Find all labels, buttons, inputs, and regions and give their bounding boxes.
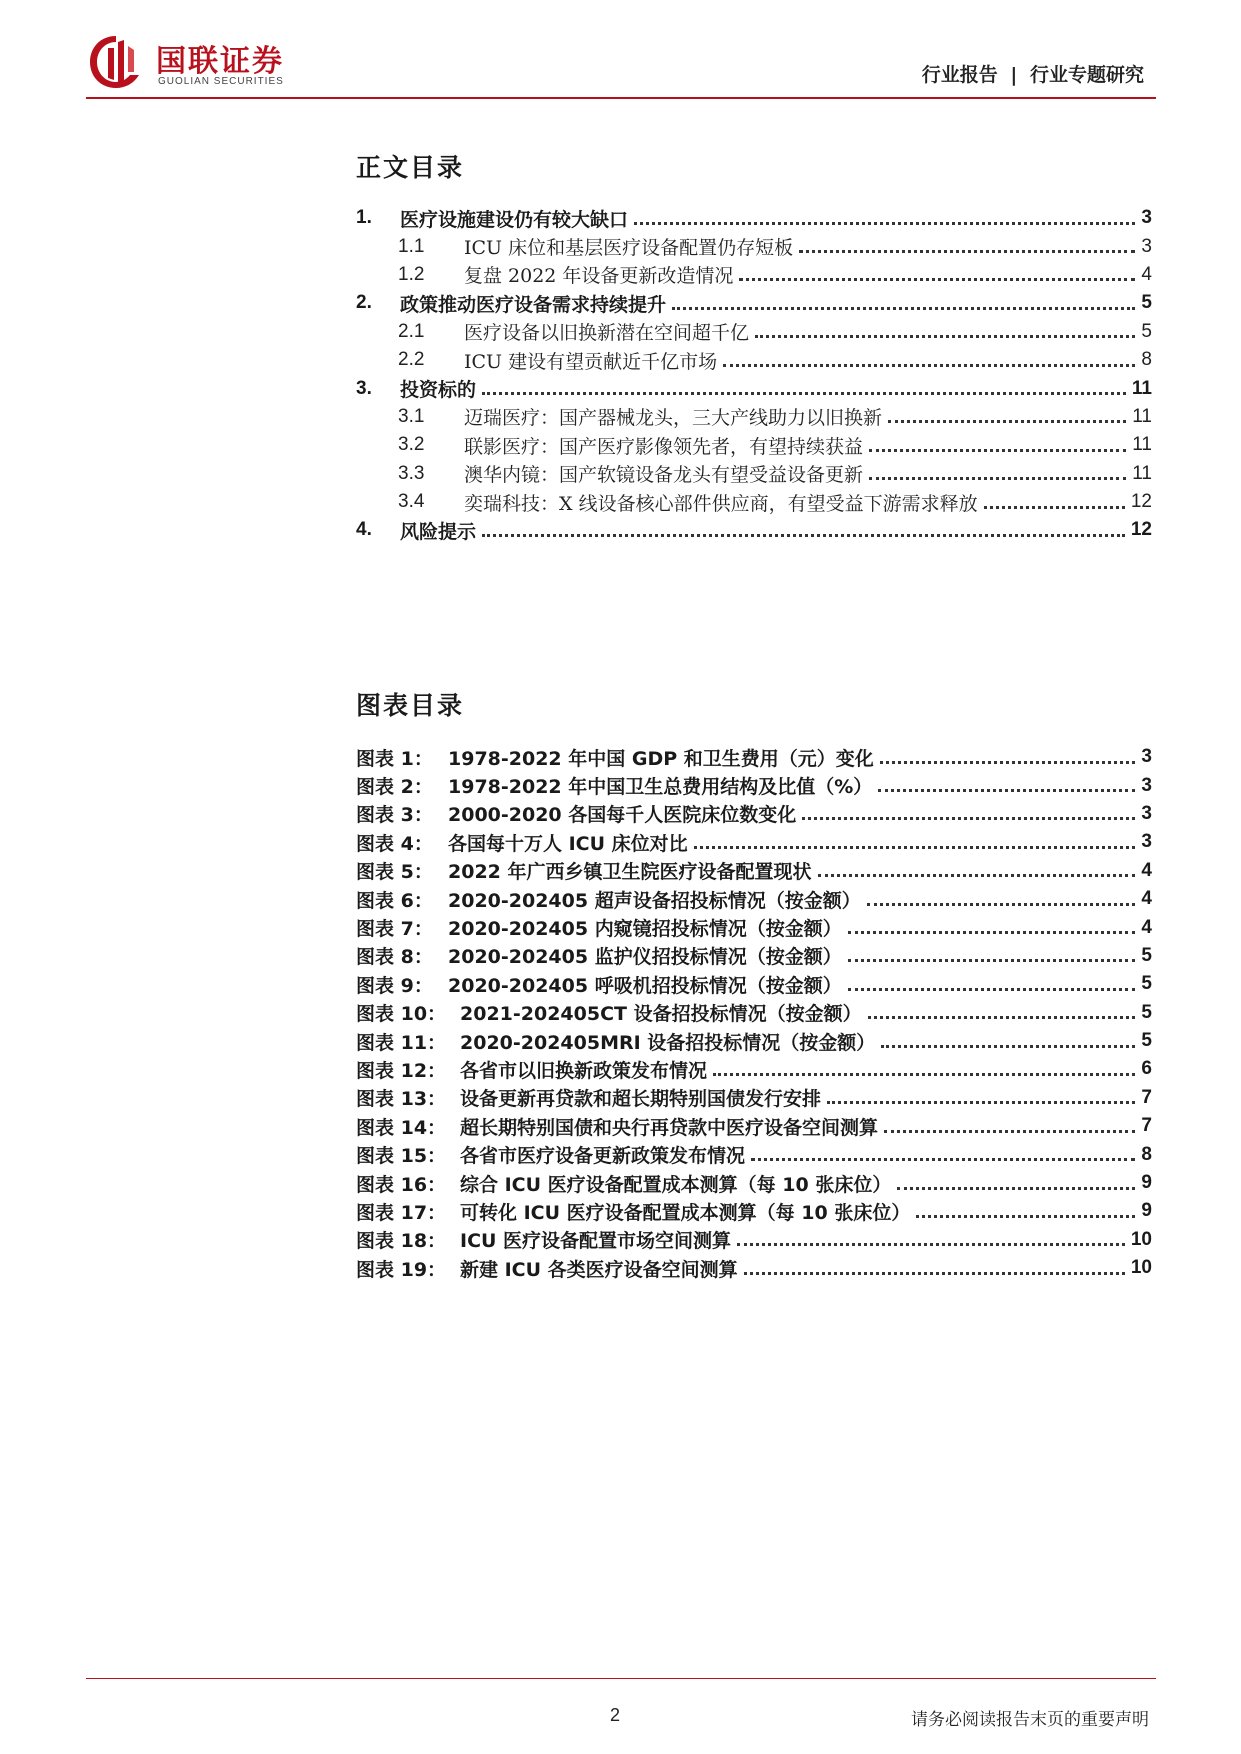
toc-entry-title: 联影医疗：国产医疗影像领先者，有望持续获益 (464, 435, 864, 458)
figure-entry-title: 2020-202405 监护仪招投标情况（按金额） (448, 946, 842, 969)
toc-entry-page: 12 (1130, 519, 1152, 541)
dot-leader (888, 420, 1126, 423)
logo-chinese-name: 国联证券 (156, 44, 284, 79)
dot-leader (755, 335, 1135, 338)
figure-entry-title: 综合 ICU 医疗设备配置成本测算（每 10 张床位） (460, 1173, 892, 1196)
toc-entry-number: 2. (356, 292, 372, 314)
figure-entry[interactable] (356, 1055, 1152, 1083)
toc-entry-title: 风险提示 (400, 520, 477, 543)
header-separator: | (1010, 64, 1018, 86)
toc-entry-page: 4 (1141, 263, 1152, 285)
dot-leader (751, 1158, 1135, 1161)
toc-list (356, 204, 1152, 545)
figure-entry-label: 图表 3： (356, 804, 433, 827)
toc-entry-page: 8 (1141, 349, 1152, 371)
dot-leader (723, 364, 1135, 367)
dot-leader (799, 250, 1135, 253)
toc-entry[interactable] (356, 346, 1152, 374)
figure-entry[interactable] (356, 743, 1152, 771)
toc-entry[interactable] (356, 204, 1152, 232)
figure-entry[interactable] (356, 970, 1152, 998)
dot-leader (694, 846, 1136, 849)
dot-leader (713, 1073, 1135, 1076)
figure-entry[interactable] (356, 857, 1152, 885)
toc-entry[interactable] (356, 488, 1152, 516)
figure-entry-title: 可转化 ICU 医疗设备配置成本测算（每 10 张床位） (460, 1201, 911, 1224)
figure-entry-page: 9 (1141, 1200, 1152, 1222)
toc-entry-title: 澳华内镜：国产软镜设备龙头有望受益设备更新 (464, 464, 864, 487)
figure-entry[interactable] (356, 942, 1152, 970)
figure-entry[interactable] (356, 1226, 1152, 1254)
toc-entry-page: 3 (1141, 207, 1152, 229)
dot-leader (672, 307, 1135, 310)
figure-entry-title: 各省市以旧换新政策发布情况 (460, 1059, 708, 1082)
toc-entry-title: 投资标的 (400, 379, 477, 402)
dot-leader (827, 1101, 1135, 1104)
report-type: 行业报告 (921, 64, 998, 86)
figure-entry[interactable] (356, 1112, 1152, 1140)
figure-entry-title: ICU 医疗设备配置市场空间测算 (460, 1230, 732, 1253)
figure-entry-label: 图表 7： (356, 918, 433, 941)
figure-entry-page: 5 (1141, 1030, 1152, 1052)
toc-entry-number: 4. (356, 519, 372, 541)
figure-entry-title: 各省市医疗设备更新政策发布情况 (460, 1145, 746, 1168)
dot-leader (880, 761, 1136, 764)
toc-entry-number: 3. (356, 377, 372, 399)
toc-entry-title: 政策推动医疗设备需求持续提升 (400, 293, 667, 316)
figure-entry[interactable] (356, 800, 1152, 828)
toc-entry-number: 3.1 (398, 405, 425, 427)
toc-entry[interactable] (356, 261, 1152, 289)
figure-entry-label: 图表 18： (356, 1230, 447, 1253)
figure-entry-title: 2020-202405 呼吸机招投标情况（按金额） (448, 974, 842, 997)
report-category (922, 60, 1144, 87)
figure-entry-title: 超长期特别国债和央行再贷款中医疗设备空间测算 (460, 1116, 879, 1139)
figure-entry[interactable] (356, 1169, 1152, 1197)
figure-entry[interactable] (356, 913, 1152, 941)
figure-entry-title: 2000-2020 各国每千人医院床位数变化 (448, 804, 797, 827)
figure-entry-label: 图表 12： (356, 1059, 447, 1082)
figure-entry-page: 4 (1141, 888, 1152, 910)
toc-entry-number: 1. (356, 207, 372, 229)
figure-entry-title: 2020-202405MRI 设备招投标情况（按金额） (460, 1031, 876, 1054)
toc-entry[interactable] (356, 516, 1152, 544)
toc-entry-title: 医疗设备以旧换新潜在空间超千亿 (464, 322, 750, 345)
figure-entry-page: 3 (1141, 774, 1152, 796)
figure-entry-label: 图表 11： (356, 1031, 447, 1054)
toc-entry-number: 3.3 (398, 462, 425, 484)
dot-leader (739, 278, 1135, 281)
dot-leader (869, 449, 1126, 452)
figure-entry-label: 图表 5： (356, 861, 433, 884)
figure-entry-title: 设备更新再贷款和超长期特别国债发行安排 (460, 1088, 822, 1111)
figure-entry-page: 4 (1141, 916, 1152, 938)
toc-entry-title: ICU 床位和基层医疗设备配置仍存短板 (464, 237, 794, 260)
figure-entry-page: 3 (1141, 746, 1152, 768)
figure-entry-label: 图表 2： (356, 776, 433, 799)
figure-entry[interactable] (356, 999, 1152, 1027)
toc-entry-title: ICU 建设有望贡献近千亿市场 (464, 350, 718, 373)
toc-entry[interactable] (356, 289, 1152, 317)
toc-entry-number: 3.2 (398, 434, 425, 456)
figure-entry-title: 2020-202405 内窥镜招投标情况（按金额） (448, 918, 842, 941)
figure-entry-label: 图表 6： (356, 889, 433, 912)
figure-entry[interactable] (356, 1140, 1152, 1168)
figure-entry-page: 5 (1141, 973, 1152, 995)
toc-entry[interactable] (356, 374, 1152, 402)
figure-entry-label: 图表 14： (356, 1116, 447, 1139)
report-subtype: 行业专题研究 (1029, 64, 1144, 86)
figure-entry-label: 图表 13： (356, 1088, 447, 1111)
figure-entry-page: 5 (1141, 1001, 1152, 1023)
figure-entry-label: 图表 4： (356, 832, 433, 855)
figures-list (356, 743, 1152, 1282)
figure-entry-title: 1978-2022 年中国卫生总费用结构及比值（%） (448, 776, 873, 799)
toc-entry-number: 1.2 (398, 263, 425, 285)
figure-entry-page: 6 (1141, 1058, 1152, 1080)
figure-entry-page: 3 (1141, 831, 1152, 853)
dot-leader (881, 1045, 1135, 1048)
figure-entry[interactable] (356, 885, 1152, 913)
toc-entry[interactable] (356, 403, 1152, 431)
dot-leader (482, 392, 1126, 395)
toc-entry-number: 2.1 (398, 320, 425, 342)
toc-entry[interactable] (356, 232, 1152, 260)
toc-entry-page: 3 (1141, 235, 1152, 257)
footer-divider (86, 1678, 1156, 1679)
toc-entry-number: 1.1 (398, 235, 425, 257)
figure-entry-page: 9 (1141, 1172, 1152, 1194)
company-logo (86, 32, 326, 92)
toc-title: 正文目录 (356, 153, 465, 182)
dot-leader (802, 817, 1135, 820)
dot-leader (867, 903, 1136, 906)
dot-leader (848, 931, 1136, 934)
dot-leader (868, 1016, 1136, 1019)
figure-entry-title: 2021-202405CT 设备招投标情况（按金额） (460, 1003, 862, 1026)
figure-entry[interactable] (356, 828, 1152, 856)
page-header (86, 26, 1156, 98)
toc-entry-title: 奕瑞科技：X 线设备核心部件供应商，有望受益下游需求释放 (464, 492, 978, 515)
toc-entry[interactable] (356, 318, 1152, 346)
figure-entry[interactable] (356, 1027, 1152, 1055)
toc-entry-page: 11 (1131, 377, 1152, 399)
toc-entry-page: 5 (1141, 320, 1152, 342)
toc-entry-page: 11 (1132, 405, 1152, 427)
figure-entry[interactable] (356, 1084, 1152, 1112)
dot-leader (818, 874, 1136, 877)
dot-leader (848, 988, 1136, 991)
figure-entry-label: 图表 9： (356, 974, 433, 997)
figure-entry-label: 图表 8： (356, 946, 433, 969)
toc-entry-page: 11 (1132, 462, 1152, 484)
figure-entry-page: 7 (1141, 1086, 1152, 1108)
dot-leader (869, 477, 1126, 480)
toc-entry-title: 迈瑞医疗：国产器械龙头，三大产线助力以旧换新 (464, 407, 883, 430)
figure-entry-page: 10 (1130, 1228, 1152, 1250)
figure-entry-page: 3 (1141, 802, 1152, 824)
dot-leader (634, 222, 1135, 225)
figure-entry-page: 5 (1141, 944, 1152, 966)
figure-entry-title: 2020-202405 超声设备招投标情况（按金额） (448, 889, 861, 912)
figure-entry-title: 各国每十万人 ICU 床位对比 (448, 832, 688, 855)
toc-entry-page: 5 (1141, 292, 1152, 314)
figure-entry-label: 图表 17： (356, 1201, 447, 1224)
footer-disclaimer: 请务必阅读报告末页的重要声明 (911, 1710, 1149, 1730)
figure-entry-page: 10 (1130, 1257, 1152, 1279)
dot-leader (878, 789, 1135, 792)
figures-title: 图表目录 (356, 691, 465, 720)
dot-leader (916, 1215, 1135, 1218)
figure-entry-page: 8 (1141, 1143, 1152, 1165)
figure-entry-label: 图表 1： (356, 747, 433, 770)
dot-leader (897, 1187, 1135, 1190)
figure-entry-page: 4 (1141, 859, 1152, 881)
toc-entry[interactable] (356, 431, 1152, 459)
page-number: 2 (610, 1705, 621, 1725)
figure-entry-label: 图表 10： (356, 1003, 447, 1026)
figure-entry-label: 图表 15： (356, 1145, 447, 1168)
dot-leader (737, 1243, 1125, 1246)
toc-entry[interactable] (356, 460, 1152, 488)
figure-entry[interactable] (356, 1197, 1152, 1225)
figure-entry[interactable] (356, 771, 1152, 799)
toc-entry-number: 2.2 (398, 349, 425, 371)
dot-leader (848, 959, 1136, 962)
toc-entry-title: 医疗设施建设仍有较大缺口 (400, 208, 629, 231)
dot-leader (744, 1272, 1125, 1275)
figure-entry-title: 2022 年广西乡镇卫生院医疗设备配置现状 (448, 861, 812, 884)
figure-entry-label: 图表 16： (356, 1173, 447, 1196)
dot-leader (984, 506, 1125, 509)
guolian-logo-icon (86, 32, 146, 92)
figure-entry-title: 新建 ICU 各类医疗设备空间测算 (460, 1258, 738, 1281)
figure-entry-page: 7 (1141, 1115, 1152, 1137)
toc-entry-title: 复盘 2022 年设备更新改造情况 (464, 265, 734, 288)
toc-entry-page: 11 (1132, 434, 1152, 456)
toc-entry-number: 3.4 (398, 491, 425, 513)
figure-entry-label: 图表 19： (356, 1258, 447, 1281)
header-divider (86, 97, 1156, 99)
dot-leader (884, 1130, 1135, 1133)
figure-entry-title: 1978-2022 年中国 GDP 和卫生费用（元）变化 (448, 747, 874, 770)
figure-entry[interactable] (356, 1254, 1152, 1282)
logo-english-name: GUOLIAN SECURITIES (158, 76, 284, 87)
toc-entry-page: 12 (1130, 491, 1152, 513)
dot-leader (482, 534, 1125, 537)
